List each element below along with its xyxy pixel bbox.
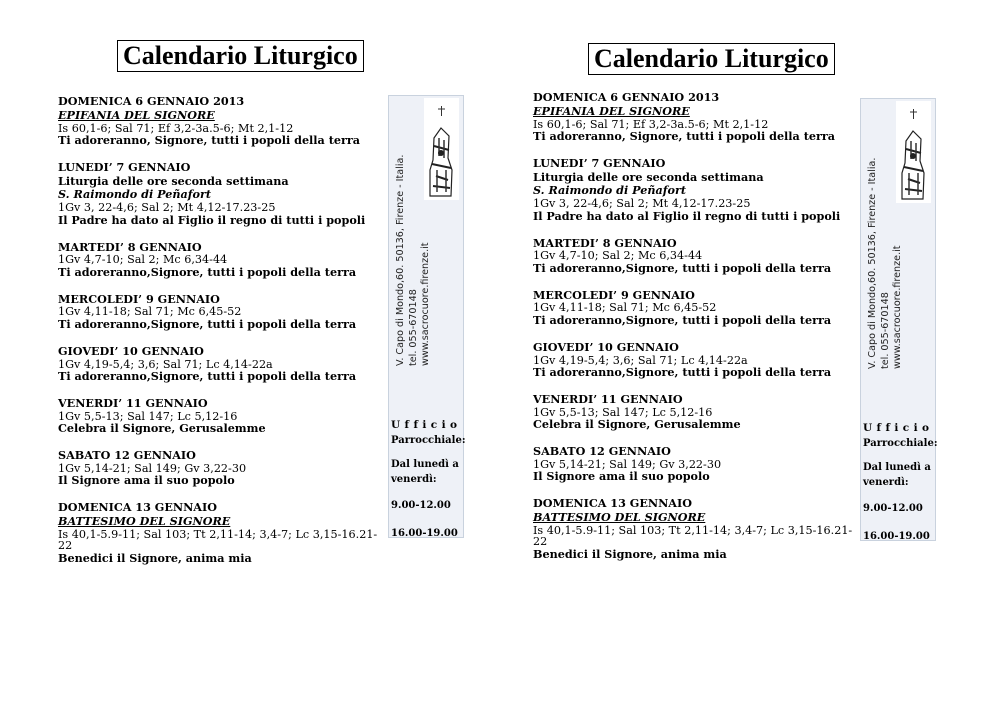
entry-antiphon: Il Signore ama il suo popolo xyxy=(533,469,710,484)
parish-info-panel xyxy=(860,98,936,541)
office-label: Parrocchiale: xyxy=(391,435,466,446)
entry-readings: 1Gv 3, 22-4,6; Sal 2; Mt 4,12-17.23-25 xyxy=(533,197,751,211)
entry-readings: Is 60,1-6; Sal 71; Ef 3,2-3a.5-6; Mt 2,1-12 xyxy=(58,121,294,135)
calendar-entry xyxy=(533,393,853,432)
calendar-entry xyxy=(533,157,853,224)
contact-vertical xyxy=(395,155,433,366)
calendar-entry xyxy=(533,445,853,484)
calendar-entry xyxy=(58,345,378,384)
office-hours xyxy=(863,421,938,544)
office-word: Ufficio xyxy=(863,422,934,434)
contact-vertical xyxy=(867,158,905,369)
calendar-entry xyxy=(58,161,378,228)
entry-readings: 1Gv 5,5-13; Sal 147; Lc 5,12-16 xyxy=(533,405,713,419)
address: V. Capo di Mondo,60. 50136, Firenze - Italia. xyxy=(867,157,878,369)
calendar-entry xyxy=(58,397,378,436)
calendar-entry xyxy=(533,237,853,276)
entry-feast: EPIFANIA DEL SIGNORE xyxy=(58,107,215,122)
calendar-entries xyxy=(533,91,853,574)
hours-afternoon: 16.00-19.00 xyxy=(391,528,458,539)
parish-info-panel xyxy=(388,95,464,538)
entry-day: DOMENICA 6 GENNAIO 2013 xyxy=(533,90,720,104)
entry-day: GIOVEDI’ 10 GENNAIO xyxy=(58,343,204,358)
entry-readings: 1Gv 3, 22-4,6; Sal 2; Mt 4,12-17.23-25 xyxy=(58,201,276,215)
entry-day: DOMENICA 6 GENNAIO 2013 xyxy=(58,94,245,108)
entry-readings: 1Gv 4,19-5,4; 3,6; Sal 71; Lc 4,14-22a xyxy=(533,353,748,367)
entry-antiphon: Ti adoreranno,Signore, tutti i popoli della terra xyxy=(58,264,357,279)
entry-antiphon: Ti adoreranno,Signore, tutti i popoli della terra xyxy=(533,260,832,275)
entry-antiphon: Il Padre ha dato al Figlio il regno di tutti i popoli xyxy=(58,212,366,227)
entry-day: LUNEDI’ 7 GENNAIO xyxy=(533,155,666,170)
entry-readings: 1Gv 4,7-10; Sal 2; Mc 6,34-44 xyxy=(58,253,228,267)
entry-antiphon: Il Padre ha dato al Figlio il regno di tutti i popoli xyxy=(533,208,841,223)
calendar-entry xyxy=(58,293,378,332)
phone: tel. 055-670148 xyxy=(879,292,891,369)
entry-readings: Is 60,1-6; Sal 71; Ef 3,2-3a.5-6; Mt 2,1-12 xyxy=(533,117,769,131)
hours-morning: 9.00-12.00 xyxy=(391,500,451,511)
entry-readings: Is 40,1-5.9-11; Sal 103; Tt 2,11-14; 3,4-7; Lc 3,15-16.21-22 xyxy=(58,527,378,553)
calendar-entry xyxy=(533,91,853,144)
calendar-entry xyxy=(58,241,378,280)
entry-day: MERCOLEDI’ 9 GENNAIO xyxy=(533,287,695,302)
entry-readings: 1Gv 4,19-5,4; 3,6; Sal 71; Lc 4,14-22a xyxy=(58,357,273,371)
entry-readings: 1Gv 4,11-18; Sal 71; Mc 6,45-52 xyxy=(58,305,242,319)
entry-antiphon: Ti adoreranno,Signore, tutti i popoli della terra xyxy=(533,312,832,327)
hours-morning: 9.00-12.00 xyxy=(863,503,923,514)
address: V. Capo di Mondo,60. 50136, Firenze - Italia. xyxy=(395,154,406,366)
website-link[interactable]: www.sacrocuore.firenze.it xyxy=(892,245,903,369)
calendar-entry xyxy=(58,501,378,565)
entry-readings: 1Gv 5,14-21; Sal 149; Gv 3,22-30 xyxy=(533,457,722,471)
calendar-entry xyxy=(58,95,378,148)
entry-readings: 1Gv 5,14-21; Sal 149; Gv 3,22-30 xyxy=(58,461,247,475)
phone: tel. 055-670148 xyxy=(407,289,419,366)
calendar-entries xyxy=(58,95,378,578)
page-left xyxy=(58,0,478,701)
entry-saint: S. Raimondo di Peñafort xyxy=(58,187,212,202)
office-days: Dal lunedì a venerdì: xyxy=(391,459,459,485)
entry-antiphon: Ti adoreranno, Signore, tutti i popoli della terra xyxy=(533,129,836,144)
entry-antiphon: Benedici il Signore, anima mia xyxy=(533,546,727,561)
entry-feast: EPIFANIA DEL SIGNORE xyxy=(533,103,690,118)
office-word: Ufficio xyxy=(391,419,462,431)
entry-antiphon: Ti adoreranno, Signore, tutti i popoli della terra xyxy=(58,133,361,148)
entry-day: VENERDI’ 11 GENNAIO xyxy=(58,395,208,410)
office-days: Dal lunedì a venerdì: xyxy=(863,462,931,488)
entry-day: MERCOLEDI’ 9 GENNAIO xyxy=(58,291,220,306)
office-hours xyxy=(391,418,466,541)
entry-antiphon: Il Signore ama il suo popolo xyxy=(58,473,235,488)
entry-day: MARTEDI’ 8 GENNAIO xyxy=(533,235,677,250)
entry-antiphon: Benedici il Signore, anima mia xyxy=(58,550,252,565)
calendar-entry xyxy=(533,497,853,561)
website-link[interactable]: www.sacrocuore.firenze.it xyxy=(420,242,431,366)
entry-readings: 1Gv 5,5-13; Sal 147; Lc 5,12-16 xyxy=(58,409,238,423)
entry-day: SABATO 12 GENNAIO xyxy=(533,443,671,458)
entry-day: SABATO 12 GENNAIO xyxy=(58,447,196,462)
entry-feast: BATTESIMO DEL SIGNORE xyxy=(533,509,706,524)
entry-note: Liturgia delle ore seconda settimana xyxy=(533,169,764,184)
entry-readings: Is 40,1-5.9-11; Sal 103; Tt 2,11-14; 3,4-7; Lc 3,15-16.21-22 xyxy=(533,523,853,549)
entry-antiphon: Celebra il Signore, Gerusalemme xyxy=(58,421,266,436)
entry-saint: S. Raimondo di Peñafort xyxy=(533,183,687,198)
page-right xyxy=(533,0,953,701)
calendar-entry xyxy=(58,449,378,488)
entry-day: GIOVEDI’ 10 GENNAIO xyxy=(533,339,679,354)
calendar-entry xyxy=(533,289,853,328)
entry-antiphon: Ti adoreranno,Signore, tutti i popoli della terra xyxy=(58,369,357,384)
office-label: Parrocchiale: xyxy=(863,438,938,449)
entry-feast: BATTESIMO DEL SIGNORE xyxy=(58,513,231,528)
entry-readings: 1Gv 4,11-18; Sal 71; Mc 6,45-52 xyxy=(533,301,717,315)
page-title: Calendario Liturgico xyxy=(117,40,364,72)
entry-antiphon: Ti adoreranno,Signore, tutti i popoli della terra xyxy=(58,316,357,331)
entry-day: LUNEDI’ 7 GENNAIO xyxy=(58,159,191,174)
page-title: Calendario Liturgico xyxy=(588,43,835,75)
entry-day: DOMENICA 13 GENNAIO xyxy=(58,500,217,515)
calendar-entry xyxy=(533,341,853,380)
entry-antiphon: Celebra il Signore, Gerusalemme xyxy=(533,417,741,432)
entry-day: VENERDI’ 11 GENNAIO xyxy=(533,391,683,406)
entry-day: DOMENICA 13 GENNAIO xyxy=(533,496,692,511)
entry-note: Liturgia delle ore seconda settimana xyxy=(58,173,289,188)
entry-antiphon: Ti adoreranno,Signore, tutti i popoli della terra xyxy=(533,365,832,380)
entry-readings: 1Gv 4,7-10; Sal 2; Mc 6,34-44 xyxy=(533,249,703,263)
hours-afternoon: 16.00-19.00 xyxy=(863,531,930,542)
entry-day: MARTEDI’ 8 GENNAIO xyxy=(58,239,202,254)
